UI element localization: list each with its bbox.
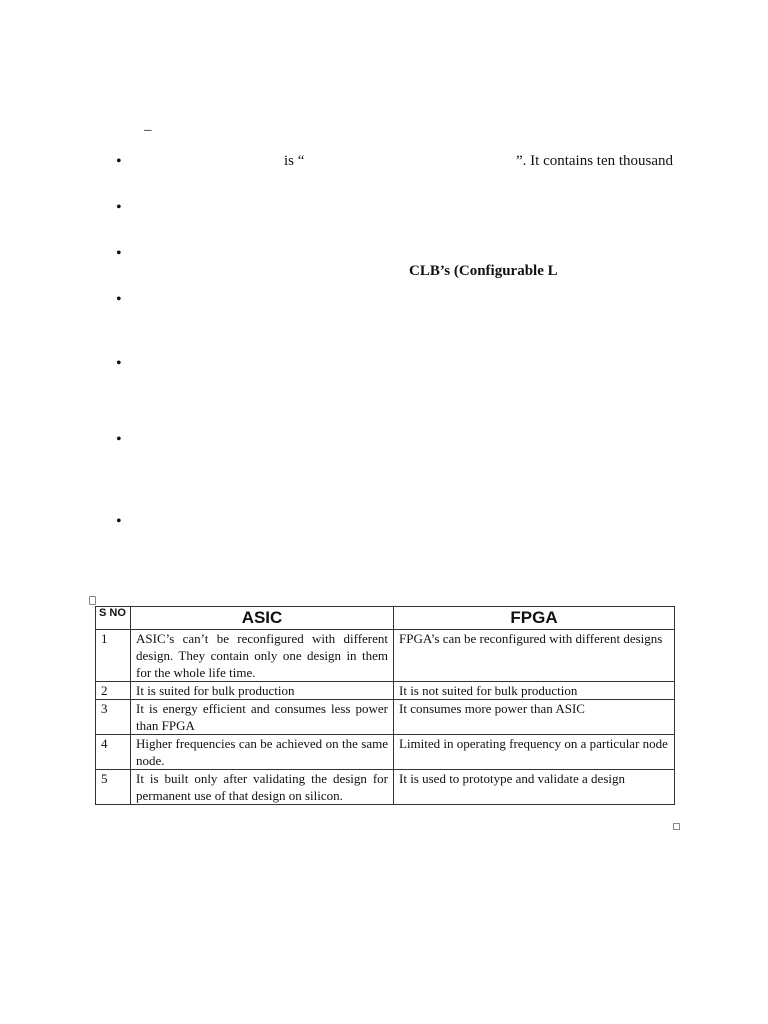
- fpga-cell: It is not suited for bulk production: [394, 682, 675, 700]
- asic-cell: ASIC’s can’t be reconfigured with different design. They contain only one design in them for the whole life time.: [131, 630, 394, 682]
- asic-cell: Higher frequencies can be achieved on the same node.: [131, 735, 394, 770]
- bullet-icon: •: [116, 513, 122, 530]
- bullet-icon: •: [116, 245, 122, 262]
- table-resize-handle[interactable]: [673, 823, 680, 830]
- table-row: [96, 700, 675, 735]
- header-sno: S NO: [96, 607, 131, 630]
- asic-fpga-comparison-table: [95, 606, 675, 805]
- header-fpga: FPGA: [394, 607, 675, 630]
- row-number: 5: [96, 770, 131, 805]
- table-header-row: [96, 607, 675, 630]
- table-row: [96, 770, 675, 805]
- fpga-cell: It is used to prototype and validate a design: [394, 770, 675, 805]
- fpga-cell: FPGA’s can be reconfigured with different designs: [394, 630, 675, 682]
- asic-cell: It is built only after validating the design for permanent use of that design on silicon.: [131, 770, 394, 805]
- asic-cell: It is energy efficient and consumes less power than FPGA: [131, 700, 394, 735]
- bullet-icon: •: [116, 153, 122, 170]
- header-asic: ASIC: [131, 607, 394, 630]
- bullet-icon: •: [116, 431, 122, 448]
- asic-cell: It is suited for bulk production: [131, 682, 394, 700]
- table-row: [96, 682, 675, 700]
- fpga-cell: It consumes more power than ASIC: [394, 700, 675, 735]
- table-row: [96, 735, 675, 770]
- row-number: 2: [96, 682, 131, 700]
- clb-fragment: CLB’s (Configurable L: [409, 263, 558, 279]
- line1-fragment-end: ”. It contains ten thousand: [516, 153, 674, 169]
- dash-mark: –: [144, 122, 152, 138]
- table-row: [96, 630, 675, 682]
- fpga-cell: Limited in operating frequency on a particular node: [394, 735, 675, 770]
- row-number: 1: [96, 630, 131, 682]
- bullet-icon: •: [116, 199, 122, 216]
- row-number: 4: [96, 735, 131, 770]
- line1-fragment-is: is “: [284, 153, 305, 169]
- row-number: 3: [96, 700, 131, 735]
- table-anchor-icon[interactable]: [89, 596, 96, 605]
- bullet-icon: •: [116, 291, 122, 308]
- bullet-icon: •: [116, 355, 122, 372]
